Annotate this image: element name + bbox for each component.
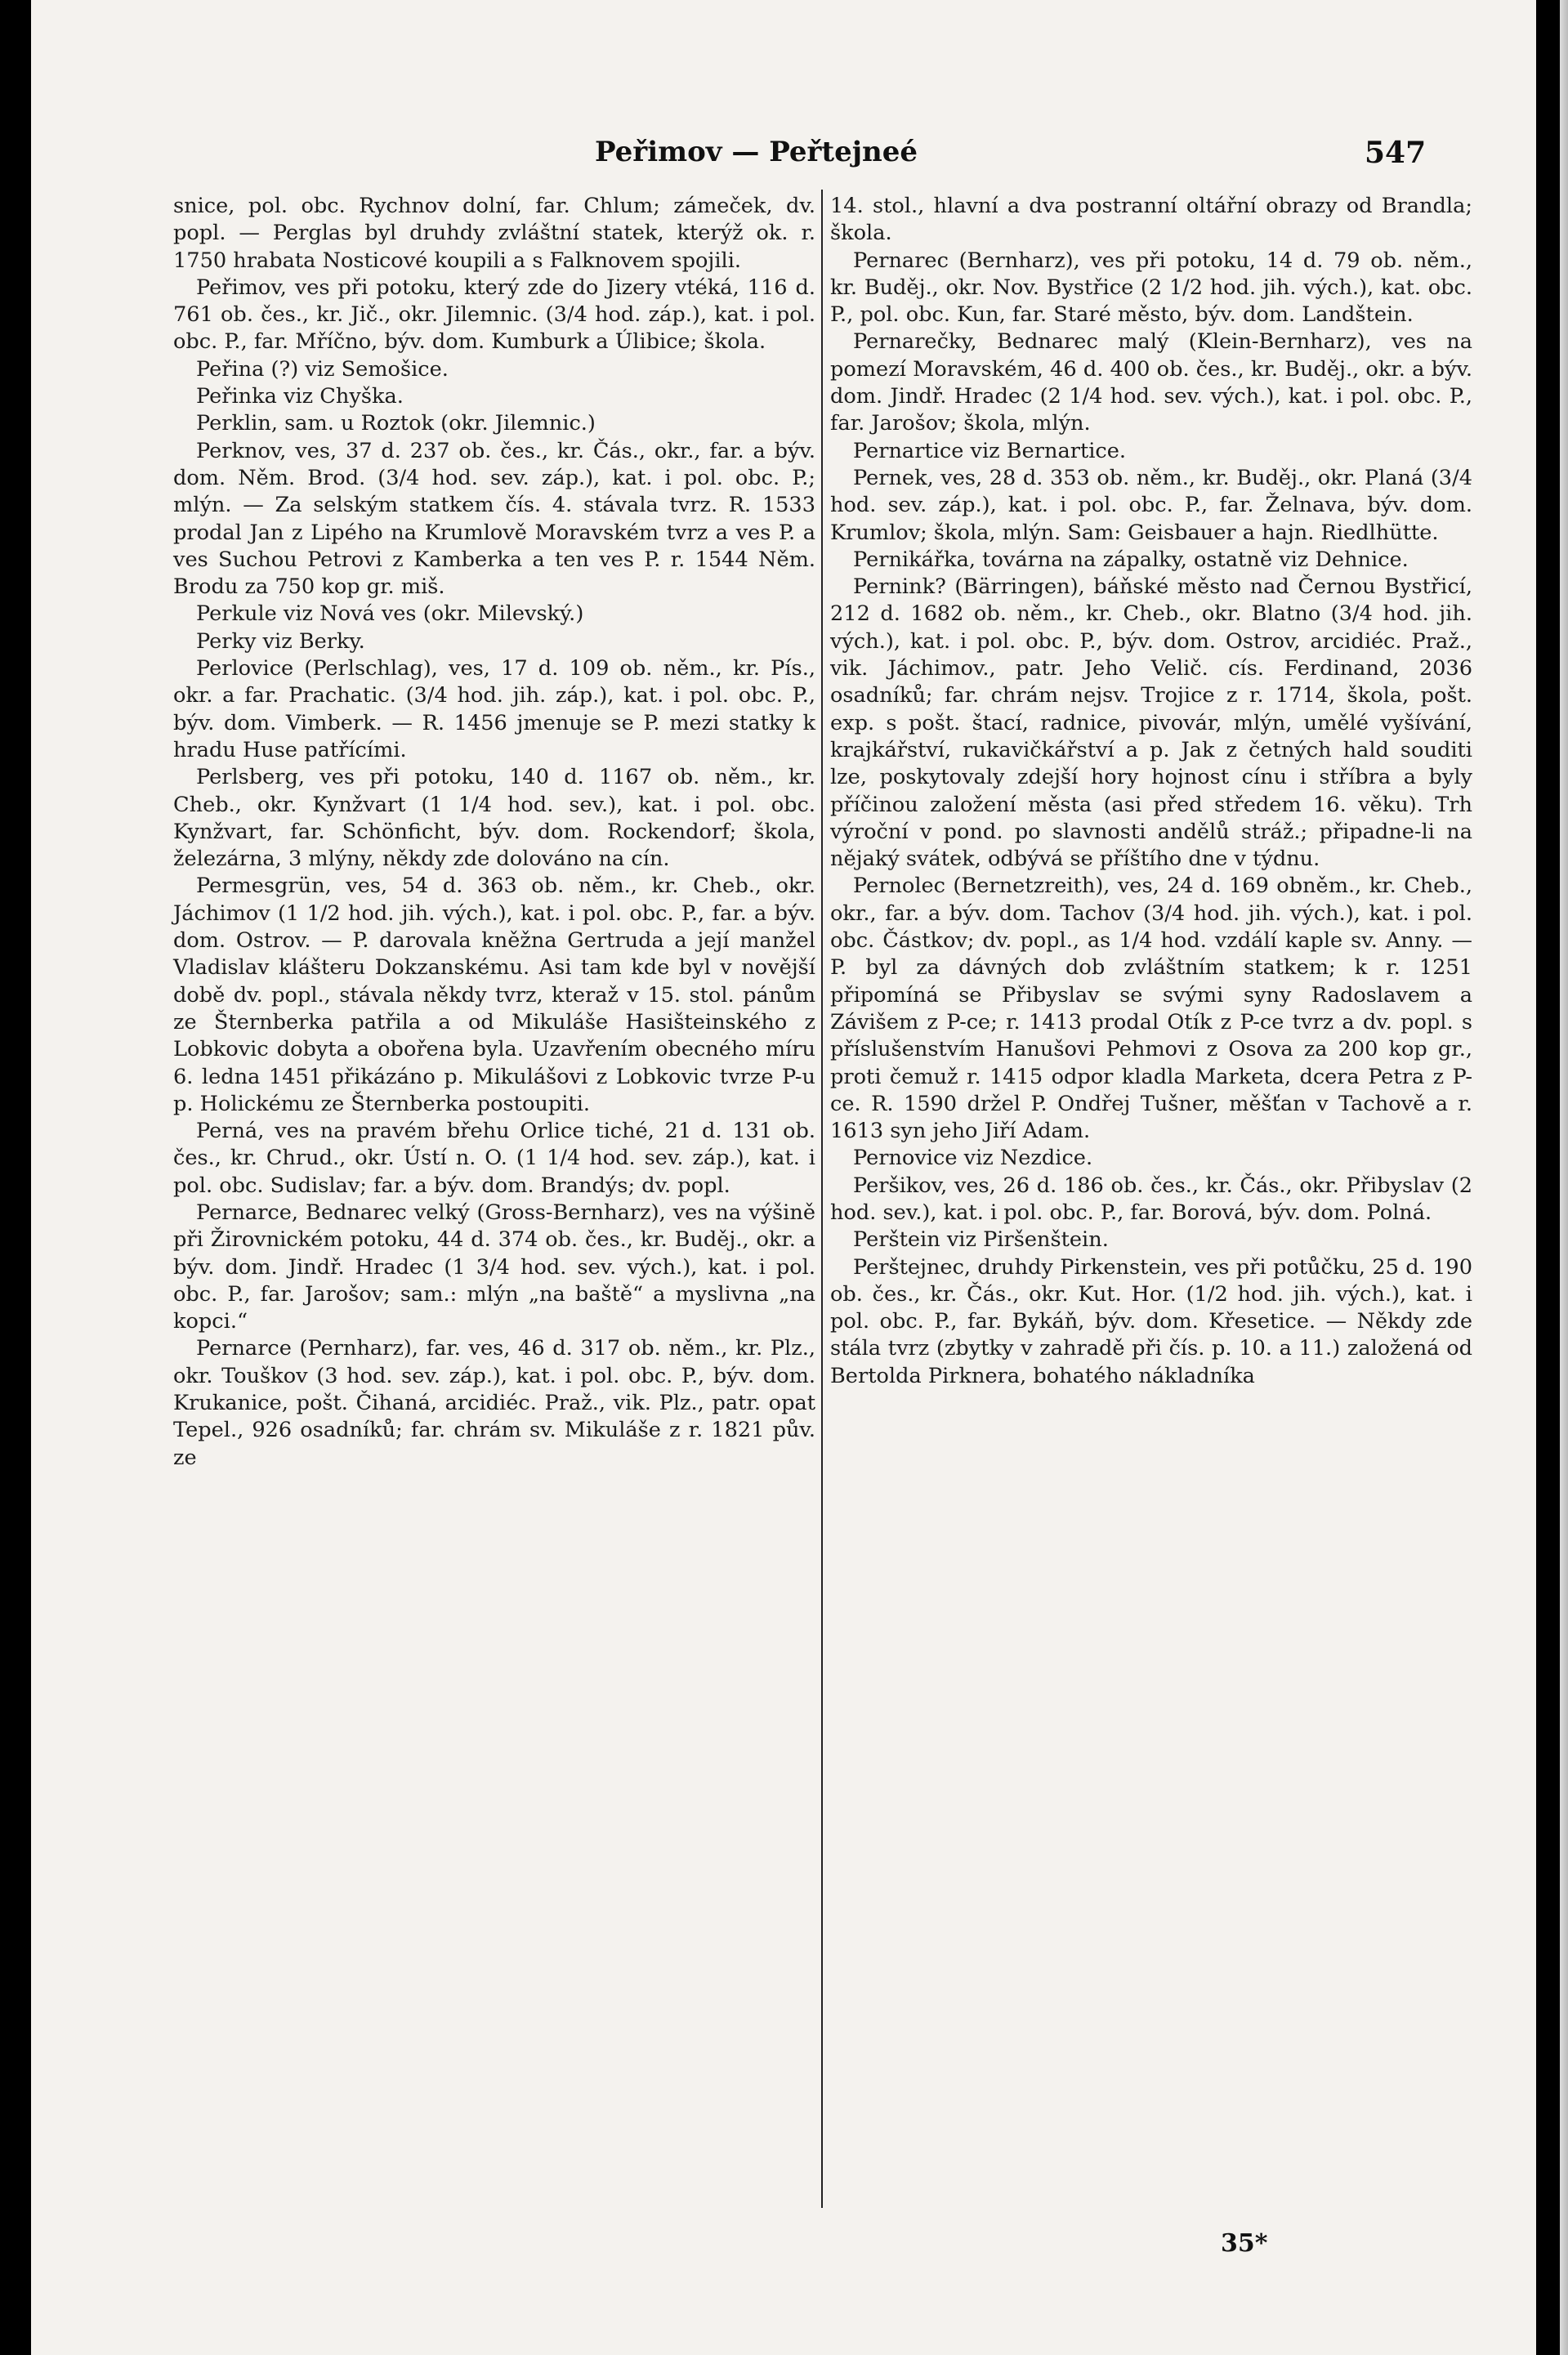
dictionary-entry: Perštein viz Piršenštein. [853, 1227, 1109, 1253]
dictionary-entry: Perná, ves na pravém břehu Orlice tiché, 21 d. 131 ob. čes., kr. Chrud., okr. Ústí n. O. (1 1/4 hod. sev. záp.), kat. i pol. obc. Sudislav; far. a býv. dom. Brandýs; dv. popl. [173, 1119, 815, 1198]
right-column [830, 193, 1472, 2195]
dictionary-entry: Pernarce (Pernharz), far. ves, 46 d. 317 ob. něm., kr. Plz., okr. Touškov (3 hod. sev. záp.), kat. i pol. obc. P., býv. dom. Krukanice, pošt. Čihaná, arcidiéc. Praž., vik. Plz., patr. opat Tepel., 926 osadníků; far. chrám sv. Mikuláše z r. 1821 pův. ze [173, 1336, 815, 1470]
dictionary-entry: Perštejnec, druhdy Pirkenstein, ves při potůčku, 25 d. 190 ob. čes., kr. Čás., okr. Kut. Hor. (1/2 hod. jih. vých.), kat. i pol. obc. P., far. Bykáň, býv. dom. Křesetice. — Někdy zde stála tvrz (zbytky v zahradě při čís. p. 10. a 11.) založená od Bertolda Pirknera, bohatého nákladníka [830, 1254, 1472, 1388]
dictionary-entry: Peřinka viz Chyška. [196, 384, 404, 409]
dictionary-entry: Perkule viz Nová ves (okr. Milevský.) [196, 601, 584, 627]
page-header [31, 136, 1536, 168]
printer-signature-mark: 35* [1221, 2229, 1268, 2258]
dictionary-entry: Peřina (?) viz Semošice. [196, 356, 449, 382]
dictionary-entry: Pernarec (Bernharz), ves při potoku, 14 d. 79 ob. něm., kr. Buděj., okr. Nov. Bystřice (2 1/2 hod. jih. vých.), kat. obc. P., pol. obc. Kun, far. Staré město, býv. dom. Landštein. [830, 248, 1472, 328]
dictionary-entry: Pernink? (Bärringen), báňské město nad Černou Bystřicí, 212 d. 1682 ob. něm., kr. Cheb., okr. Blatno (3/4 hod. jih. vých.), kat. i pol. obc. P., býv. dom. Ostrov, arcidiéc. Praž., vik. Jáchimov., patr. Jeho Velič. cís. Ferdinand, 2036 osadníků; far. chrám nejsv. Trojice z r. 1714, škola, pošt. exp. s pošt. štací, radnice, pivovár, mlýn, umělé vyšívání, krajkářství, rukavičkářství a p. Jak z četných hald souditi lze, poskytovaly zdejší hory hojnost cínu i stříbra a byly příčinou založení města (asi před středem 16. věku). Trh výroční v pond. po slavnosti andělů stráž.; připadne-li na nějaký svátek, odbývá se příštího dne v týdnu. [830, 574, 1472, 872]
dictionary-entry: Pernolec (Bernetzreith), ves, 24 d. 169 obněm., kr. Cheb., okr., far. a býv. dom. Tachov (3/4 hod. jih. vých.), kat. i pol. obc. Částkov; dv. popl., as 1/4 hod. vzdálí kaple sv. Anny. — P. byl za dávných dob zvláštním statkem; k r. 1251 připomíná se Přibyslav se svými syny Radoslavem a Závišem z P-ce; r. 1413 prodal Otík z P-ce tvrz a dv. popl. s příslušenstvím Hanušovi Pehmovi z Osova za 200 kop gr., proti čemuž r. 1415 odpor kladla Marketa, dcera Petra z P-ce. R. 1590 držel P. Ondřej Tušner, měšťan v Tachově a r. 1613 syn jeho Jiří Adam. [830, 874, 1472, 1144]
dictionary-entry: Pernek, ves, 28 d. 353 ob. něm., kr. Buděj., okr. Planá (3/4 hod. sev. záp.), kat. i pol. obc. P., far. Želnava, býv. dom. Krumlov; škola, mlýn. Sam: Geisbauer a hajn. Riedlhütte. [830, 465, 1472, 545]
column-divider [821, 190, 823, 2208]
dictionary-entry: Perklin, sam. u Roztok (okr. Jilemnic.) [196, 411, 596, 436]
dictionary-entry: Pernovice viz Nezdice. [853, 1146, 1093, 1171]
running-title: Peřimov — Peřtejneé [595, 136, 918, 168]
page-number: 547 [1365, 136, 1427, 170]
continued-paragraph: snice, pol. obc. Rychnov dolní, far. Chlum; zámeček, dv. popl. — Perglas byl druhdy zvláštní statek, kterýž ok. r. 1750 hrabata Nosticové koupili a s Falknovem spojili. [173, 194, 815, 273]
document-page [31, 0, 1536, 2355]
scan-edge [1560, 0, 1568, 2355]
dictionary-entry: Perky viz Berky. [196, 628, 365, 654]
continued-paragraph: 14. stol., hlavní a dva postranní oltářní obrazy od Brandla; škola. [830, 194, 1472, 246]
dictionary-entry: Permesgrün, ves, 54 d. 363 ob. něm., kr. Cheb., okr. Jáchimov (1 1/2 hod. jih. vých.), kat. i pol. obc. P., far. a býv. dom. Ostrov. — P. darovala kněžna Gertruda a její manžel Vladislav klášteru Dokzanskému. Asi tam kde byl v novější době dv. popl., stávala někdy tvrz, kteraž v 15. stol. pánům ze Šternberka patřila a od Mikuláše Hasišteinského z Lobkovic dobyta a obořena byla. Uzavřením obecného míru 6. ledna 1451 přikázáno p. Mikulášovi z Lobkovic tvrze P-u p. Holickému ze Šternberka postoupiti. [173, 874, 815, 1116]
dictionary-entry: Perknov, ves, 37 d. 237 ob. čes., kr. Čás., okr., far. a býv. dom. Něm. Brod. (3/4 hod. sev. záp.), kat. i pol. obc. P.; mlýn. — Za selským statkem čís. 4. stávala tvrz. R. 1533 prodal Jan z Lipého na Krumlově Moravském tvrz a ves P. a ves Suchou Petrovi z Kamberka a ten ves P. r. 1544 Něm. Brodu za 750 kop gr. miš. [173, 438, 815, 600]
dictionary-entry: Peršikov, ves, 26 d. 186 ob. čes., kr. Čás., okr. Přibyslav (2 hod. sev.), kat. i pol. obc. P., far. Borová, býv. dom. Polná. [830, 1173, 1472, 1225]
dictionary-entry: Pernarečky, Bednarec malý (Klein-Bernharz), ves na pomezí Moravském, 46 d. 400 ob. čes., kr. Buděj., okr. a býv. dom. Jindř. Hradec (2 1/4 hod. sev. vých.), kat. i pol. obc. P., far. Jarošov; škola, mlýn. [830, 329, 1472, 436]
dictionary-entry: Pernartice viz Bernartice. [853, 438, 1127, 463]
left-column [173, 193, 815, 2195]
dictionary-entry: Perlsberg, ves při potoku, 140 d. 1167 ob. něm., kr. Cheb., okr. Kynžvart (1 1/4 hod. sev.), kat. i pol. obc. Kynžvart, far. Schönficht, býv. dom. Rockendorf; škola, železárna, 3 mlýny, někdy zde dolováno na cín. [173, 765, 815, 872]
dictionary-entry: Perlovice (Perlschlag), ves, 17 d. 109 ob. něm., kr. Pís., okr. a far. Prachatic. (3/4 hod. jih. záp.), kat. i pol. obc. P., býv. dom. Vimberk. — R. 1456 jmenuje se P. mezi statky k hradu Huse patřícími. [173, 656, 815, 762]
dictionary-entry: Peřimov, ves při potoku, který zde do Jizery vtéká, 116 d. 761 ob. čes., kr. Jič., okr. Jilemnic. (3/4 hod. záp.), kat. i pol. obc. P., far. Mříčno, býv. dom. Kumburk a Úlibice; škola. [173, 275, 815, 355]
dictionary-entry: Pernikářka, továrna na zápalky, ostatně viz Dehnice. [853, 547, 1409, 572]
dictionary-entry: Pernarce, Bednarec velký (Gross-Bernharz), ves na výšině při Žirovnickém potoku, 44 d. 374 ob. čes., kr. Buděj., okr. a býv. dom. Jindř. Hradec (1 3/4 hod. sev. vých.), kat. i pol. obc. P., far. Jarošov; sam.: mlýn „na baště“ a myslivna „na kopci.“ [173, 1200, 815, 1334]
